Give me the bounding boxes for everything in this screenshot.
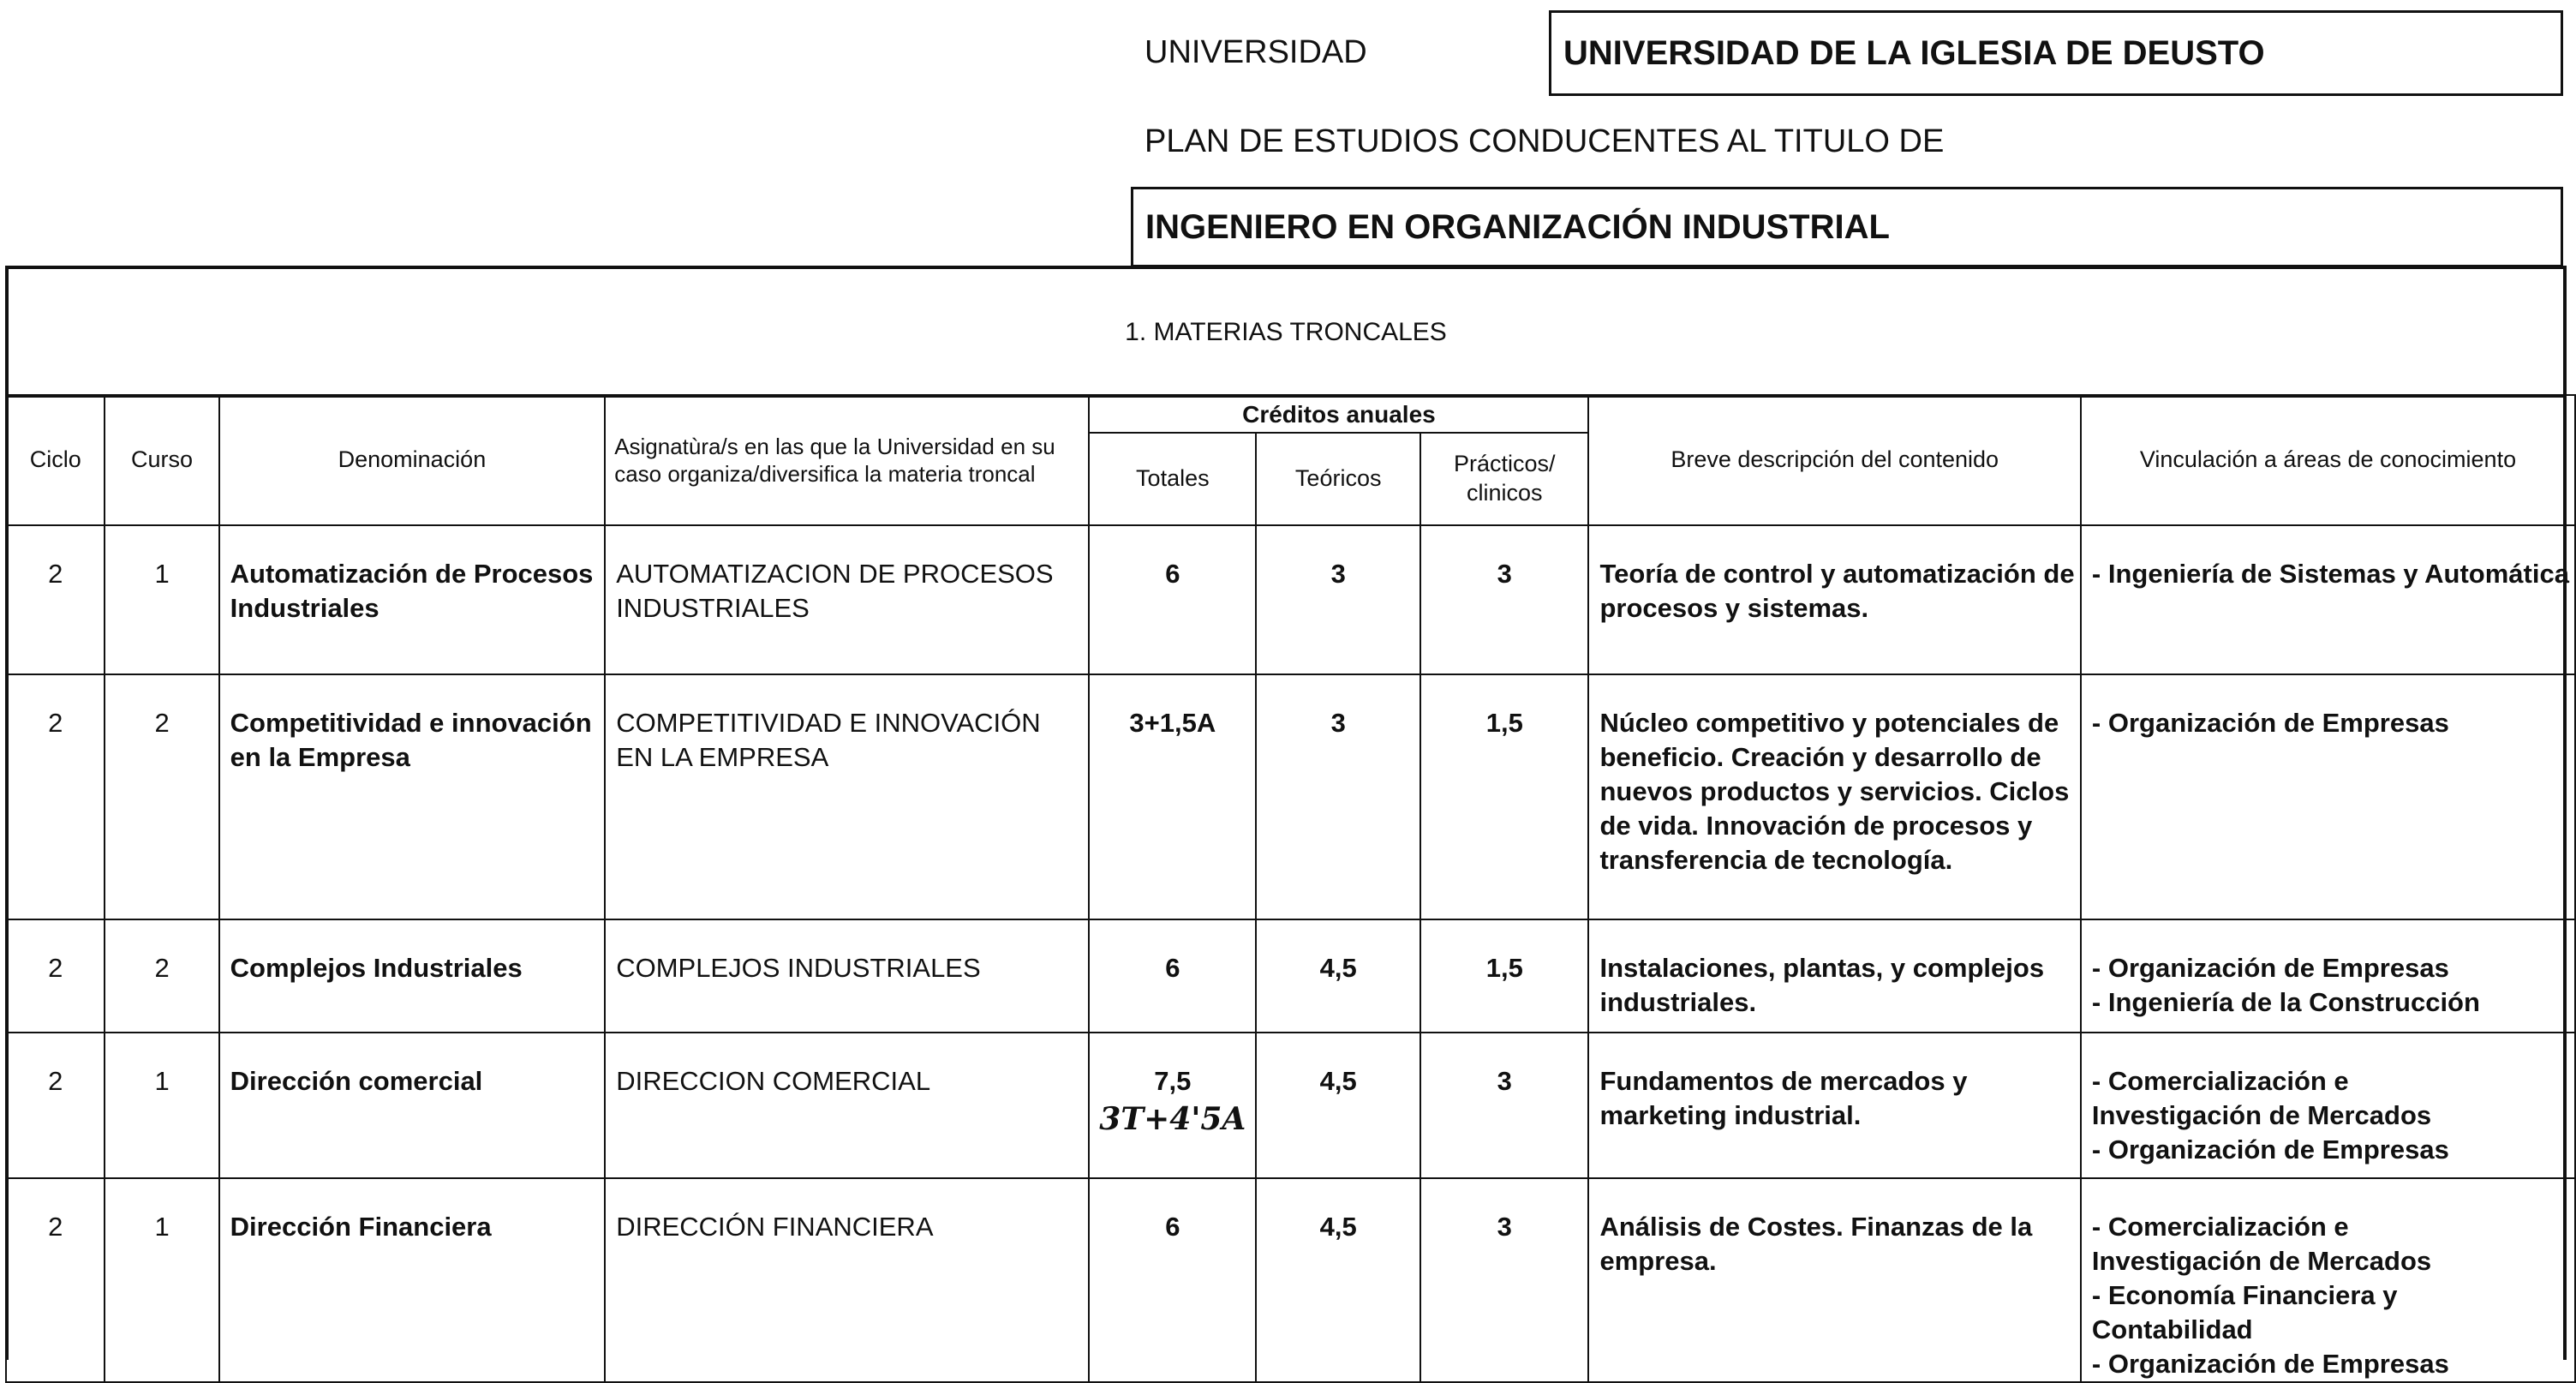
col-vinculacion: Vinculación a áreas de conocimiento <box>2081 395 2575 525</box>
row-teoricos <box>1256 525 1420 674</box>
area-item: Investigación de Mercados <box>2091 1246 2432 1276</box>
degree-name-box <box>1131 187 2563 267</box>
row-practicos-text: 1,5 <box>1485 953 1523 983</box>
row-curso-text: 1 <box>154 1066 170 1096</box>
row-totales-text: 3+1,5A <box>1129 708 1216 738</box>
row-practicos <box>1420 674 1588 919</box>
plan-label: PLAN DE ESTUDIOS CONDUCENTES AL TITULO DE <box>1145 123 1945 159</box>
row-descripcion <box>1588 674 2080 919</box>
col-totales: Totales <box>1089 433 1256 525</box>
row-denominacion-text: Competitividad e innovación en la Empresa <box>230 708 592 772</box>
row-practicos-text: 3 <box>1497 1212 1512 1242</box>
row-ciclo-text: 2 <box>48 1066 63 1096</box>
col-creditos: Créditos anuales <box>1089 395 1588 433</box>
row-asignatura-text: DIRECCION COMERCIAL <box>616 1066 931 1096</box>
row-curso <box>105 525 218 674</box>
row-curso <box>105 1178 218 1382</box>
col-practicos: Prácticos/ clinicos <box>1420 433 1588 525</box>
row-curso-text: 2 <box>154 708 170 738</box>
row-descripcion-text: Teoría de control y automatización de procesos y sistemas. <box>1599 559 2075 623</box>
row-vinculacion <box>2081 525 2575 674</box>
row-teoricos <box>1256 674 1420 919</box>
row-curso-text: 2 <box>154 953 170 983</box>
area-item: Contabilidad <box>2091 1314 2253 1344</box>
university-label: UNIVERSIDAD <box>1145 34 1367 70</box>
row-practicos-text: 3 <box>1497 1066 1512 1096</box>
row-totales-text: 6 <box>1165 559 1180 589</box>
row-denominacion <box>219 1033 606 1178</box>
row-totales <box>1089 674 1256 919</box>
row-practicos <box>1420 919 1588 1033</box>
row-practicos-text: 1,5 <box>1485 708 1523 738</box>
row-descripcion-text: Análisis de Costes. Finanzas de la empresa. <box>1599 1212 2033 1276</box>
row-vinculacion <box>2081 1033 2575 1178</box>
row-totales-text: 7,5 <box>1154 1066 1192 1096</box>
row-totales <box>1089 525 1256 674</box>
area-item: - Organización de Empresas <box>2091 1135 2449 1164</box>
col-asignaturas: Asignatùra/s en las que la Universidad en su caso organiza/diversifica la materia troncal <box>605 395 1089 525</box>
university-name: UNIVERSIDAD DE LA IGLESIA DE DEUSTO <box>1563 33 2265 72</box>
table-row <box>6 525 2575 674</box>
row-denominacion-text: Automatización de Procesos Industriales <box>230 559 594 623</box>
row-descripcion-text: Instalaciones, plantas, y complejos industriales. <box>1599 953 2045 1017</box>
row-practicos <box>1420 1033 1588 1178</box>
row-asignatura <box>605 919 1089 1033</box>
row-totales <box>1089 1033 1256 1178</box>
row-teoricos <box>1256 1033 1420 1178</box>
row-descripcion-text: Fundamentos de mercados y marketing industrial. <box>1599 1066 1968 1130</box>
row-teoricos-text: 4,5 <box>1319 1066 1357 1096</box>
section-title: 1. MATERIAS TRONCALES <box>9 269 2563 398</box>
area-item: Investigación de Mercados <box>2091 1100 2432 1130</box>
area-item: - Organización de Empresas <box>2091 708 2449 738</box>
row-descripcion <box>1588 919 2080 1033</box>
row-asignatura <box>605 1178 1089 1382</box>
row-teoricos-text: 3 <box>1330 559 1346 589</box>
row-denominacion <box>219 525 606 674</box>
row-teoricos-text: 4,5 <box>1319 1212 1357 1242</box>
row-asignatura-text: COMPLEJOS INDUSTRIALES <box>616 953 981 983</box>
row-practicos <box>1420 525 1588 674</box>
row-totales-text: 6 <box>1165 953 1180 983</box>
row-asignatura <box>605 1033 1089 1178</box>
materias-table <box>5 394 2576 1383</box>
row-asignatura-text: COMPETITIVIDAD E INNOVACIÓN EN LA EMPRESA <box>616 708 1041 772</box>
row-teoricos-text: 3 <box>1330 708 1346 738</box>
col-ciclo: Ciclo <box>6 395 105 525</box>
area-item: - Economía Financiera y <box>2091 1280 2398 1310</box>
row-descripcion-text: Núcleo competitivo y potenciales de beneficio. Creación y desarrollo de nuevos productos y servicios. Ciclos de vida. Innovación de procesos y transferencia de tecnología. <box>1599 708 2070 875</box>
row-denominacion <box>219 1178 606 1382</box>
university-name-box <box>1549 10 2563 96</box>
row-denominacion-text: Complejos Industriales <box>230 953 523 983</box>
area-item: - Comercialización e <box>2091 1066 2349 1096</box>
col-teoricos: Teóricos <box>1256 433 1420 525</box>
row-totales <box>1089 1178 1256 1382</box>
row-ciclo <box>6 919 105 1033</box>
area-item: - Organización de Empresas <box>2091 1349 2449 1379</box>
table-row <box>6 1178 2575 1382</box>
row-teoricos <box>1256 919 1420 1033</box>
col-descripcion: Breve descripción del contenido <box>1588 395 2080 525</box>
row-vinculacion <box>2081 674 2575 919</box>
row-descripcion <box>1588 1178 2080 1382</box>
table-row <box>6 674 2575 919</box>
row-ciclo <box>6 674 105 919</box>
row-ciclo-text: 2 <box>48 953 63 983</box>
table-row <box>6 919 2575 1033</box>
col-denominacion: Denominación <box>219 395 606 525</box>
row-asignatura-text: DIRECCIÓN FINANCIERA <box>616 1212 934 1242</box>
row-denominacion-text: Dirección Financiera <box>230 1212 492 1242</box>
row-teoricos <box>1256 1178 1420 1382</box>
row-ciclo <box>6 525 105 674</box>
row-ciclo-text: 2 <box>48 559 63 589</box>
area-item: - Ingeniería de la Construcción <box>2091 987 2480 1017</box>
row-curso <box>105 919 218 1033</box>
row-asignatura-text: AUTOMATIZACION DE PROCESOS INDUSTRIALES <box>616 559 1054 623</box>
row-curso-text: 1 <box>154 559 170 589</box>
area-item: - Comercialización e <box>2091 1212 2349 1242</box>
materias-rows <box>6 525 2575 1382</box>
row-practicos <box>1420 1178 1588 1382</box>
row-teoricos-text: 4,5 <box>1319 953 1357 983</box>
col-curso: Curso <box>105 395 218 525</box>
row-asignatura <box>605 674 1089 919</box>
row-curso-text: 1 <box>154 1212 170 1242</box>
row-denominacion <box>219 674 606 919</box>
row-ciclo-text: 2 <box>48 708 63 738</box>
row-vinculacion <box>2081 1178 2575 1382</box>
table-row <box>6 1033 2575 1178</box>
row-descripcion <box>1588 1033 2080 1178</box>
area-item: - Ingeniería de Sistemas y Automática <box>2091 559 2569 589</box>
row-totales-text: 6 <box>1165 1212 1180 1242</box>
row-practicos-text: 3 <box>1497 559 1512 589</box>
row-asignatura <box>605 525 1089 674</box>
row-descripcion <box>1588 525 2080 674</box>
row-ciclo <box>6 1178 105 1382</box>
handwritten-note: 3T+4'5A <box>1099 1101 1246 1137</box>
row-denominacion <box>219 919 606 1033</box>
row-denominacion-text: Dirección comercial <box>230 1066 483 1096</box>
row-ciclo-text: 2 <box>48 1212 63 1242</box>
row-totales <box>1089 919 1256 1033</box>
row-vinculacion <box>2081 919 2575 1033</box>
area-item: - Organización de Empresas <box>2091 953 2449 983</box>
row-curso <box>105 1033 218 1178</box>
row-curso <box>105 674 218 919</box>
degree-name: INGENIERO EN ORGANIZACIÓN INDUSTRIAL <box>1145 207 1890 246</box>
row-ciclo <box>6 1033 105 1178</box>
